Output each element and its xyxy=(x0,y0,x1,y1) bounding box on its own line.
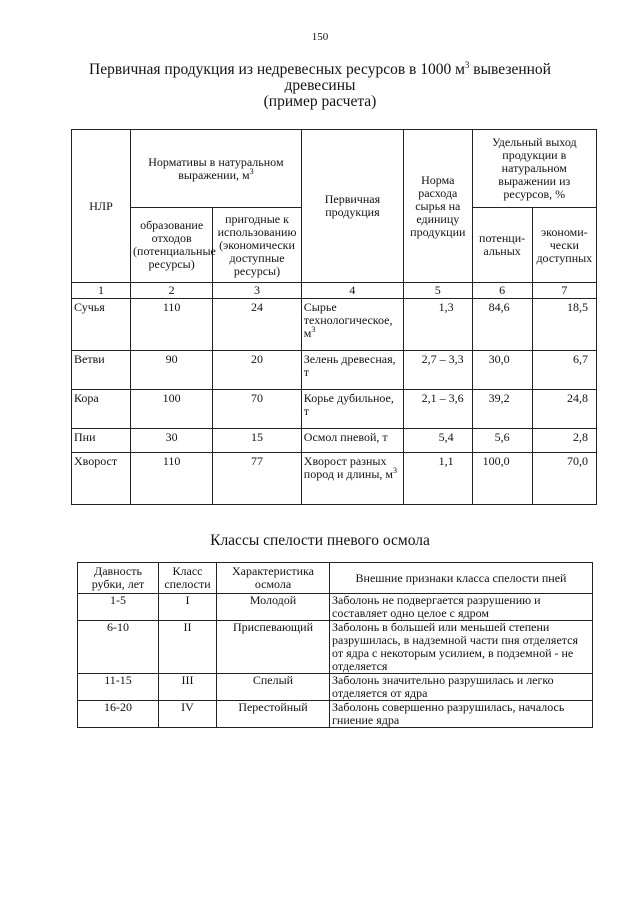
cell-signs: Заболонь совершенно разрушилась, началось гниение ядра xyxy=(330,701,593,728)
cell-economic: 2,8 xyxy=(532,429,596,453)
table-row xyxy=(78,701,593,728)
cell-class: III xyxy=(159,674,217,701)
cell-product-text: Хворост разных пород и длины, м xyxy=(303,454,393,481)
table1-title-line3: (пример расчета) xyxy=(263,93,377,110)
cell-potential: 30,0 xyxy=(472,351,532,390)
cell-waste: 30 xyxy=(131,429,213,453)
cell-potential: 84,6 xyxy=(472,299,532,351)
cell-economic: 18,5 xyxy=(532,299,596,351)
cell-nlr: Сучья xyxy=(72,299,131,351)
table-row xyxy=(78,594,593,621)
header-class: Класс спелости xyxy=(159,563,217,594)
cell-waste: 110 xyxy=(131,299,213,351)
table1-title-line2: древесины xyxy=(284,77,356,94)
cell-potential: 39,2 xyxy=(472,390,532,429)
cell-nlr: Ветви xyxy=(72,351,131,390)
col-number: 7 xyxy=(532,283,596,299)
cell-class: I xyxy=(159,594,217,621)
table-row xyxy=(72,453,597,505)
cell-class: II xyxy=(159,621,217,674)
cell-product-sup: 3 xyxy=(311,325,316,334)
cell-norm: 1,3 xyxy=(404,299,473,351)
cell-waste: 100 xyxy=(131,390,213,429)
cell-description: Приспевающий xyxy=(217,621,330,674)
cell-age: 11-15 xyxy=(78,674,159,701)
title1-text-b: вывезенной xyxy=(469,61,551,78)
header-norm-consumption: Норма расхода сырья на единицу продукции xyxy=(404,130,473,283)
page-number: 150 xyxy=(311,31,329,43)
cell-age: 16-20 xyxy=(78,701,159,728)
cell-usable: 15 xyxy=(213,429,302,453)
cell-usable: 24 xyxy=(213,299,302,351)
cell-waste: 90 xyxy=(131,351,213,390)
cell-product xyxy=(301,453,403,505)
cell-product-text: Сырье технологическое, м xyxy=(303,300,393,340)
table-row xyxy=(78,621,593,674)
cell-waste: 110 xyxy=(131,453,213,505)
cell-class: IV xyxy=(159,701,217,728)
cell-nlr: Пни xyxy=(72,429,131,453)
title1-sup: 3 xyxy=(464,60,470,70)
cell-product: Зелень древесная, т xyxy=(301,351,403,390)
cell-economic: 24,8 xyxy=(532,390,596,429)
col-number: 4 xyxy=(301,283,403,299)
cell-product: Корье дубильное, т xyxy=(301,390,403,429)
cell-norm: 1,1 xyxy=(404,453,473,505)
header-economic: экономи-чески доступных xyxy=(532,208,596,283)
header-description: Характеристика осмола xyxy=(217,563,330,594)
cell-product: Осмол пневой, т xyxy=(301,429,403,453)
header-usable: пригодные к использованию (экономически доступные ресурсы) xyxy=(213,208,302,283)
col-number: 1 xyxy=(72,283,131,299)
header-signs: Внешние признаки класса спелости пней xyxy=(330,563,593,594)
table1-title-line1 xyxy=(60,62,580,78)
title1-text-a: Первичная продукция из недревесных ресурсов в 1000 м xyxy=(89,61,465,78)
table2-title: Классы спелости пневого осмола xyxy=(210,532,430,549)
header-norms-text: Нормативы в натуральном выражении, м xyxy=(148,154,284,182)
header-norms xyxy=(131,130,302,208)
header-potential: потенци-альных xyxy=(472,208,532,283)
cell-usable: 77 xyxy=(213,453,302,505)
header-waste: образование отходов (потенциальные ресурсы) xyxy=(131,208,213,283)
cell-signs: Заболонь значительно разрушилась и легко отделяется от ядра xyxy=(330,674,593,701)
cell-norm: 2,7 – 3,3 xyxy=(404,351,473,390)
table-row xyxy=(78,674,593,701)
cell-nlr: Хворост xyxy=(72,453,131,505)
primary-products-table xyxy=(71,129,597,505)
col-number: 2 xyxy=(131,283,213,299)
cell-description: Молодой xyxy=(217,594,330,621)
ripeness-classes-table xyxy=(77,562,593,728)
cell-potential: 5,6 xyxy=(472,429,532,453)
cell-usable: 20 xyxy=(213,351,302,390)
table-row xyxy=(72,390,597,429)
cell-age: 6-10 xyxy=(78,621,159,674)
cell-norm: 5,4 xyxy=(404,429,473,453)
header-norms-sup: 3 xyxy=(249,166,254,176)
cell-norm: 2,1 – 3,6 xyxy=(404,390,473,429)
column-numbers-row xyxy=(72,283,597,299)
cell-economic: 70,0 xyxy=(532,453,596,505)
col-number: 6 xyxy=(472,283,532,299)
cell-usable: 70 xyxy=(213,390,302,429)
header-age: Давность рубки, лет xyxy=(78,563,159,594)
cell-nlr: Кора xyxy=(72,390,131,429)
col-number: 3 xyxy=(213,283,302,299)
cell-economic: 6,7 xyxy=(532,351,596,390)
cell-product-sup: 3 xyxy=(393,466,397,475)
cell-description: Спелый xyxy=(217,674,330,701)
cell-potential: 100,0 xyxy=(472,453,532,505)
cell-signs: Заболонь в большей или меньшей степени разрушилась, в надземной части пня отделяется от ядра с некоторым усилием, в подземной - не отделяется xyxy=(330,621,593,674)
cell-signs: Заболонь не подвергается разрушению и составляет одно целое с ядром xyxy=(330,594,593,621)
cell-age: 1-5 xyxy=(78,594,159,621)
table-row xyxy=(72,299,597,351)
header-primary: Первичная продукция xyxy=(301,130,403,283)
table1-title xyxy=(60,62,580,110)
col-number: 5 xyxy=(404,283,473,299)
header-yield: Удельный выход продукции в натуральном выражении из ресурсов, % xyxy=(472,130,596,208)
cell-product xyxy=(301,299,403,351)
table-row xyxy=(72,429,597,453)
cell-description: Перестойный xyxy=(217,701,330,728)
header-nlr: НЛР xyxy=(72,130,131,283)
table-row xyxy=(72,351,597,390)
